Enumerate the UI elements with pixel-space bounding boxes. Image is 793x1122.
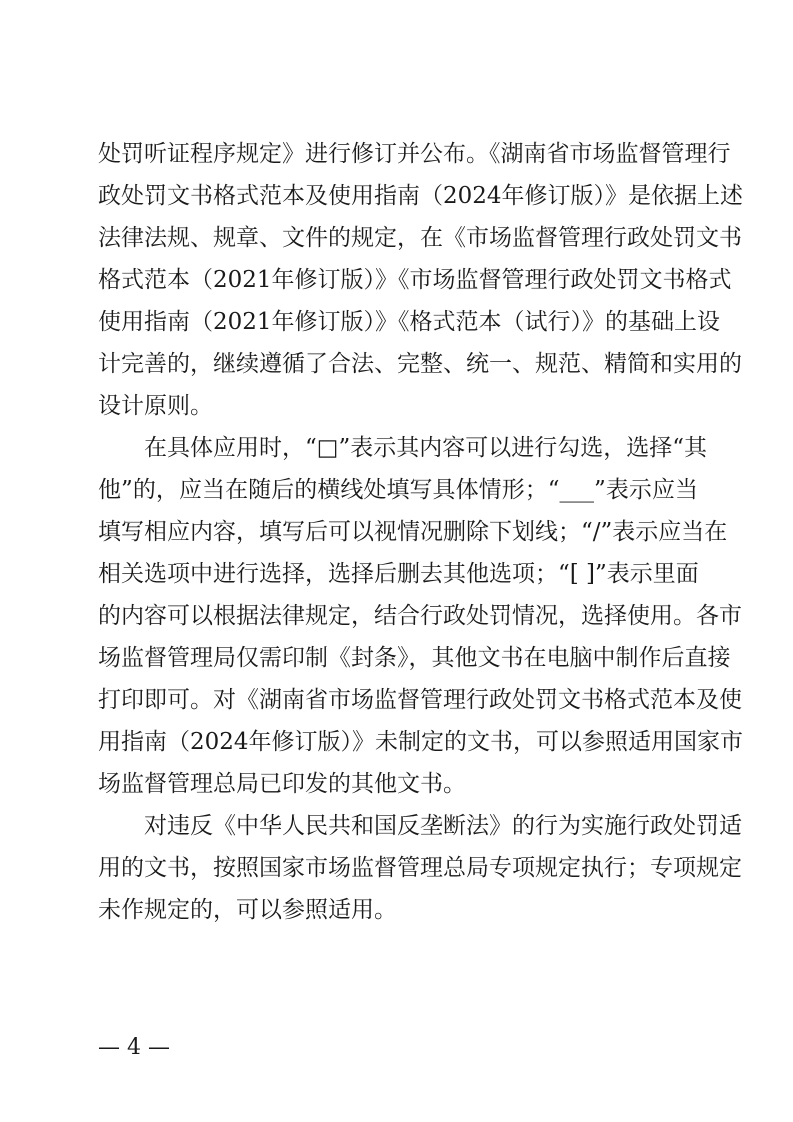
text-line: 对违反《中华人民共和国反垄断法》的行为实施行政处罚适 bbox=[144, 813, 742, 839]
text-line: 他”的，应当在随后的横线处填写具体情形；“___”表示应当 bbox=[98, 477, 698, 503]
text-line: 政处罚文书格式范本及使用指南（2024年修订版）》是依据上述 bbox=[98, 183, 744, 209]
text-line: 用指南（2024年修订版）》未制定的文书，可以参照适用国家市 bbox=[98, 729, 744, 755]
page-number: — 4 — bbox=[98, 1035, 170, 1060]
text-line: 场监督管理局仅需印制《封条》，其他文书在电脑中制作后直接 bbox=[98, 645, 731, 671]
text-line: 场监督管理总局已印发的其他文书。 bbox=[98, 771, 466, 797]
text-line: 设计原则。 bbox=[98, 393, 213, 419]
document-body bbox=[98, 133, 744, 931]
paragraph-usage-notes bbox=[98, 427, 744, 805]
text-line: 用的文书，按照国家市场监督管理总局专项规定执行；专项规定 bbox=[98, 855, 742, 881]
text-line: 打印即可。对《湖南省市场监督管理行政处罚文书格式范本及使 bbox=[98, 687, 742, 713]
text-line: 使用指南（2021年修订版）》《格式范本（试行）》的基础上设 bbox=[98, 309, 721, 335]
text-line: 未作规定的，可以参照适用。 bbox=[98, 897, 397, 923]
text-line: 法律法规、规章、文件的规定，在《市场监督管理行政处罚文书 bbox=[98, 225, 742, 251]
text-line: 处罚听证程序规定》进行修订并公布。《湖南省市场监督管理行 bbox=[98, 141, 731, 167]
text-line: 计完善的，继续遵循了合法、完整、统一、规范、精简和实用的 bbox=[98, 351, 742, 377]
paragraph-antimonopoly bbox=[98, 805, 742, 931]
text-line: 在具体应用时，“□”表示其内容可以进行勾选，选择“其 bbox=[144, 435, 708, 461]
text-line: 格式范本（2021年修订版）》《市场监督管理行政处罚文书格式 bbox=[98, 267, 732, 293]
paragraph-continued bbox=[98, 133, 744, 427]
text-line: 填写相应内容，填写后可以视情况删除下划线；“/”表示应当在 bbox=[98, 519, 728, 545]
text-line: 相关选项中进行选择，选择后删去其他选项；“[ ]”表示里面 bbox=[98, 561, 699, 587]
text-line: 的内容可以根据法律规定，结合行政处罚情况，选择使用。各市 bbox=[98, 603, 742, 629]
